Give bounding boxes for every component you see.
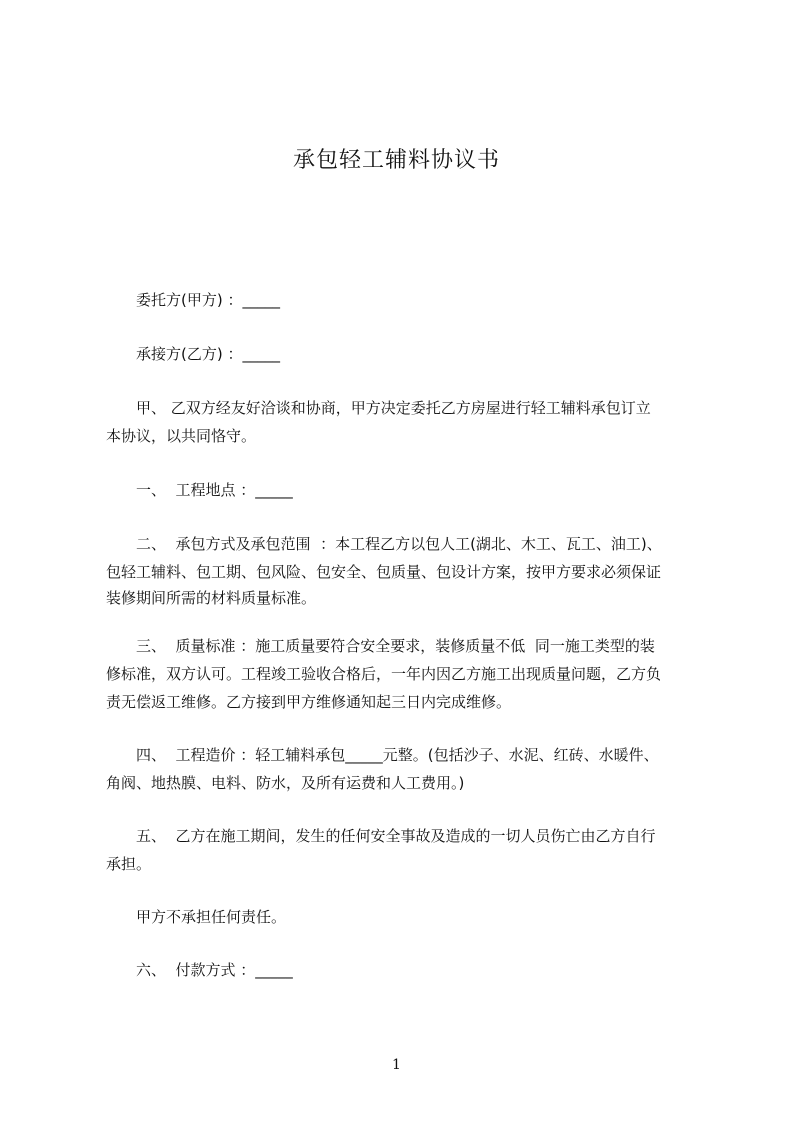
page-number: 1 [392, 1057, 401, 1073]
intro-paragraph-line-1: 甲、 乙双方经友好洽谈和协商，甲方决定委托乙方房屋进行轻工辅料承包订立 [136, 399, 651, 417]
section-2-line-3: 装修期间所需的材料质量标准。 [106, 589, 317, 607]
section-4-line-2: 角阀、地热膜、电料、防水，及所有运费和人工费用。) [106, 774, 465, 792]
party-a-no-liability: 甲方不承担任何责任。 [136, 908, 287, 926]
intro-paragraph-line-2: 本协议，以共同恪守。 [106, 427, 257, 445]
section-2-line-1: 二、 承包方式及承包范围 ：本工程乙方以包人工(湖北、木工、瓦工、油工)、 [136, 535, 662, 553]
client-party-line: 委托方(甲方) ：_____ [136, 291, 280, 309]
section-1-location: 一、 工程地点 ：_____ [136, 481, 293, 499]
section-3-line-2: 修标准，双方认可。工程竣工验收合格后，一年内因乙方施工出现质量问题，乙方负 [106, 665, 662, 683]
section-5-line-1: 五、 乙方在施工期间，发生的任何安全事故及造成的一切人员伤亡由乙方自行 [136, 827, 656, 845]
contractor-party-line: 承接方(乙方) ：_____ [136, 345, 280, 363]
section-4-line-1: 四、 工程造价 ：轻工辅料承包_____元整。(包括沙子、水泥、红砖、水暖件、 [136, 746, 659, 764]
section-3-line-1: 三、 质量标准 ：施工质量要符合安全要求，装修质量不低 同一施工类型的装 [136, 637, 655, 655]
document-title: 承包轻工辅料协议书 [292, 148, 500, 173]
section-2-line-2: 包轻工辅料、包工期、包风险、包安全、包质量、包设计方案，按甲方要求必须保证 [106, 563, 662, 581]
section-6-payment: 六、 付款方式 ：_____ [136, 961, 293, 979]
section-3-line-3: 责无偿返工维修。乙方接到甲方维修通知起三日内完成维修。 [106, 693, 512, 711]
section-5-line-2: 承担。 [106, 855, 152, 873]
